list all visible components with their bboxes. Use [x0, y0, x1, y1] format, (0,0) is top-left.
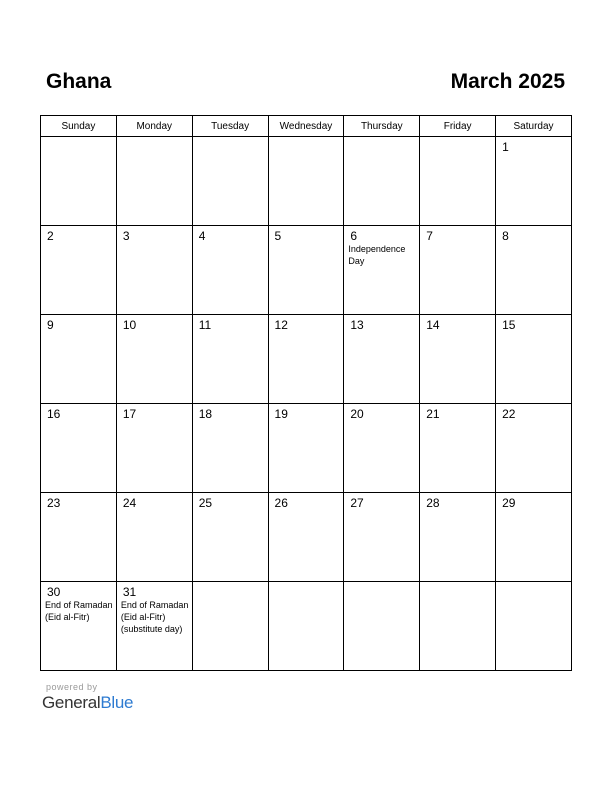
weekday-header-row — [41, 116, 572, 137]
day-number: 13 — [350, 318, 364, 332]
day-number: 15 — [502, 318, 516, 332]
day-cell — [420, 226, 496, 315]
day-cell — [344, 404, 420, 493]
day-number: 3 — [122, 229, 130, 243]
day-cell — [496, 315, 572, 404]
day-number: 29 — [502, 496, 516, 510]
day-number: 21 — [426, 407, 440, 421]
day-number: 8 — [502, 229, 509, 243]
day-cell — [420, 315, 496, 404]
day-cell — [116, 582, 192, 671]
brand-blue-text: Blue — [100, 693, 134, 712]
day-number: 27 — [350, 496, 364, 510]
day-cell — [192, 582, 268, 671]
day-cell — [496, 404, 572, 493]
day-cell — [116, 137, 192, 226]
day-cell — [41, 404, 117, 493]
day-number — [496, 582, 571, 585]
day-cell — [344, 493, 420, 582]
day-cell — [268, 137, 344, 226]
day-cell — [496, 226, 572, 315]
day-number: 24 — [122, 496, 137, 510]
holiday-label: End of Ramadan (Eid al-Fitr) — [45, 600, 113, 622]
day-cell — [41, 137, 117, 226]
week-row — [41, 582, 572, 671]
day-number: 23 — [47, 496, 61, 510]
holiday-label: Independence Day — [348, 244, 406, 266]
weekday-tuesday: Tuesday — [192, 116, 268, 137]
day-number: 14 — [426, 318, 440, 332]
day-number: 5 — [274, 229, 282, 243]
day-cell — [420, 582, 496, 671]
day-number — [117, 137, 192, 140]
day-number: 1 — [502, 140, 509, 154]
day-number: 7 — [426, 229, 433, 243]
day-cell — [268, 404, 344, 493]
day-cell — [420, 404, 496, 493]
day-number: 9 — [47, 318, 54, 332]
day-cell — [268, 582, 344, 671]
day-number: 10 — [122, 318, 137, 332]
weekday-thursday: Thursday — [344, 116, 420, 137]
day-number — [41, 137, 116, 140]
day-cell — [344, 315, 420, 404]
day-number: 6 — [350, 229, 358, 243]
week-row — [41, 226, 572, 315]
weekday-saturday: Saturday — [496, 116, 572, 137]
day-cell — [192, 493, 268, 582]
day-cell — [116, 493, 192, 582]
day-cell — [420, 493, 496, 582]
day-cell — [344, 226, 420, 315]
holiday-label: End of Ramadan (Eid al-Fitr) (substitute day) — [120, 600, 189, 634]
day-number: 17 — [122, 407, 137, 421]
day-number: 18 — [198, 407, 213, 421]
day-cell — [268, 493, 344, 582]
calendar-body — [41, 137, 572, 671]
day-number: 30 — [47, 585, 61, 599]
day-cell — [116, 404, 192, 493]
weekday-monday: Monday — [116, 116, 192, 137]
day-number: 25 — [198, 496, 213, 510]
day-cell — [41, 493, 117, 582]
day-number — [420, 582, 495, 585]
day-number — [344, 137, 419, 140]
day-cell — [344, 582, 420, 671]
weekday-friday: Friday — [420, 116, 496, 137]
day-number: 26 — [274, 496, 288, 510]
day-cell — [192, 404, 268, 493]
day-number: 16 — [47, 407, 61, 421]
day-number — [269, 137, 344, 140]
day-cell — [496, 493, 572, 582]
weekday-wednesday: Wednesday — [268, 116, 344, 137]
day-cell — [192, 226, 268, 315]
day-number: 12 — [274, 318, 288, 332]
day-number: 22 — [502, 407, 516, 421]
day-cell — [344, 137, 420, 226]
day-cell — [420, 137, 496, 226]
week-row — [41, 315, 572, 404]
day-number: 4 — [198, 229, 206, 243]
day-cell — [41, 582, 117, 671]
country-title: Ghana — [46, 70, 112, 93]
day-number — [344, 582, 419, 585]
day-number: 11 — [198, 318, 212, 332]
day-cell — [116, 226, 192, 315]
week-row — [41, 404, 572, 493]
day-cell — [268, 315, 344, 404]
generalblue-logo — [42, 693, 133, 713]
day-cell — [41, 226, 117, 315]
day-cell — [116, 315, 192, 404]
calendar-grid — [40, 115, 572, 671]
day-cell — [192, 315, 268, 404]
day-cell — [192, 137, 268, 226]
day-number: 28 — [426, 496, 440, 510]
day-number — [269, 582, 344, 585]
day-number — [193, 137, 268, 140]
day-cell — [496, 582, 572, 671]
week-row — [41, 493, 572, 582]
day-number: 20 — [350, 407, 364, 421]
powered-by-text: powered by — [46, 682, 98, 692]
brand-general-text: General — [42, 693, 101, 712]
day-cell — [496, 137, 572, 226]
weekday-sunday: Sunday — [41, 116, 117, 137]
day-number — [193, 582, 268, 585]
day-cell — [268, 226, 344, 315]
day-cell — [41, 315, 117, 404]
day-number: 31 — [122, 585, 137, 599]
day-number — [420, 137, 495, 140]
day-number: 19 — [274, 407, 288, 421]
week-row — [41, 137, 572, 226]
day-number: 2 — [47, 229, 54, 243]
month-title: March 2025 — [450, 70, 565, 93]
